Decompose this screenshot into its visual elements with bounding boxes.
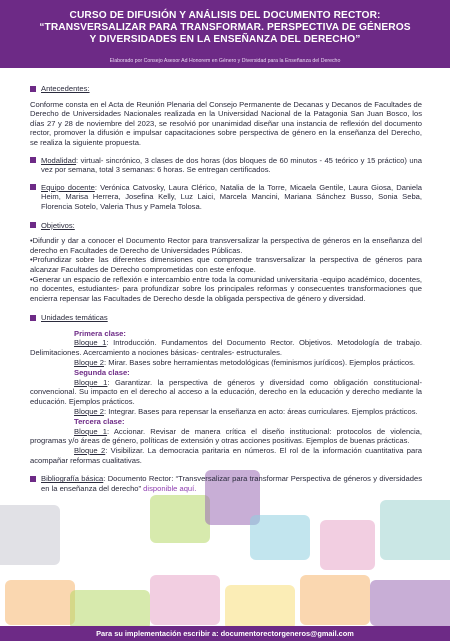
bloque-label: Bloque 2 xyxy=(74,446,106,455)
header-title-line-2: “TRANSVERSALIZAR PARA TRANSFORMAR. PERSPECTIVA DE GÉNEROS xyxy=(39,22,411,33)
puzzle-piece-decoration xyxy=(225,585,295,630)
puzzle-piece-decoration xyxy=(5,580,75,625)
bloque-label: Bloque 1 xyxy=(74,426,108,436)
section-objetivos xyxy=(30,221,422,231)
equipo-text: : Verónica Catvosky, Laura Clérico, Natalia de la Torre, Micaela Gentile, Laura Giosa, Daniela Heim, Marisa Herrera, Josefina Kelly, Luz Laici, Marcela Mancini, Mariana Sánchez Busso, Sonia Seba, Florencia Sotelo, Valeria Thus y Pamela Tolosa. xyxy=(41,182,422,211)
bloque-item xyxy=(30,338,422,357)
puzzle-piece-decoration xyxy=(380,500,450,560)
puzzle-piece-decoration xyxy=(0,505,60,565)
bloque-item xyxy=(30,427,422,446)
square-bullet-icon xyxy=(30,222,36,228)
bloque-label: Bloque 1 xyxy=(74,377,108,387)
bloque-item xyxy=(30,378,422,407)
puzzle-piece-decoration xyxy=(320,520,375,570)
section-heading: Bibliografía básica xyxy=(41,474,104,484)
header-title-line-3: Y DIVERSIDADES EN LA ENSEÑANZA DEL DERECHO” xyxy=(89,34,361,45)
bloque-label: Bloque 2 xyxy=(74,357,104,367)
square-bullet-icon xyxy=(30,476,36,482)
section-heading: Modalidad xyxy=(41,155,77,165)
bloque-item xyxy=(30,407,422,417)
section-antecedentes xyxy=(30,84,422,94)
section-equipo-docente xyxy=(30,183,422,212)
puzzle-piece-decoration xyxy=(370,580,450,626)
bloque-text: : Garantizar. la perspectiva de géneros y diversidad como obligación constitucional- convencional. Su impacto en el derecho al acceso a la educación, derecho en la educación y derecho mediante la educación. Ejemplos prácticos. xyxy=(30,377,422,407)
section-modalidad xyxy=(30,156,422,175)
bloque-item xyxy=(30,358,422,368)
bloque-text: : Accionar. Revisar de manera crítica el diseño institucional: protocolos de violencia, programas y/o áreas de género, políticas de extensión y otras acciones positivas. Ejemplos de buenas prácticas. xyxy=(30,426,422,446)
section-heading: Equipo docente xyxy=(41,182,95,192)
modalidad-text: : virtual- sincrónico, 3 clases de dos horas (dos bloques de 60 minutos - 45 teórico y 15 práctico) una vez por semana, total 3 semanas: 6 horas. Se entregan certificados. xyxy=(41,155,422,175)
section-bibliografia xyxy=(30,474,422,493)
square-bullet-icon xyxy=(30,315,36,321)
puzzle-piece-decoration xyxy=(250,515,310,560)
bloque-label: Bloque 2 xyxy=(74,406,104,416)
bloque-text: : Integrar. Bases para repensar la enseñanza en acto: áreas curriculares. Ejemplos prácticos. xyxy=(103,406,418,416)
section-heading: Antecedentes: xyxy=(41,84,90,93)
clase-title: Primera clase: xyxy=(74,328,126,338)
antecedentes-text: Conforme consta en el Acta de Reunión Plenaria del Consejo Permanente de Decanas y Decanos de Facultades de Derecho de Universidades Nacionales realizada en la Universidad Nacional de la Patagonia San Juan Bosco, los días 27 y 28 de noviembre del 2023, se resolvió por unanimidad diseñar una instancia de reflexión del documento rector, promover la difusión e impulsar capacitaciones sobre perspectiva de género en la enseñanza del Derecho, se realiza la siguiente propuesta. xyxy=(30,99,422,147)
puzzle-piece-decoration xyxy=(150,495,210,543)
section-heading: Objetivos: xyxy=(41,220,75,230)
square-bullet-icon xyxy=(30,184,36,190)
document-body xyxy=(30,79,422,493)
bloque-text: : Visibilizar. La democracia paritaria en números. El rol de la información cuantitativa para acompañar reformas cualitativas. xyxy=(30,446,422,465)
bloque-item xyxy=(30,446,422,465)
puzzle-piece-decoration xyxy=(150,575,220,625)
header-subtitle: Elaborado por Consejo Asesor Ad Honorem en Género y Diversidad para la Enseñanza del Derecho xyxy=(109,58,341,64)
bloque-label: Bloque 1 xyxy=(74,338,107,348)
bloque-text: : Introducción. Fundamentos del Documento Rector. Objetivos. Metodología de trabajo. Delimitaciones. Acercamiento a nociones básicas- centrales- estructurales. xyxy=(30,338,422,358)
bibliografia-text: : Documento Rector: “Transversalizar para transformar Perspectiva de géneros y diversidades en la enseñanza del derecho” xyxy=(41,474,422,493)
objetivo-item: •Generar un espacio de reflexión e intercambio entre toda la comunidad universitaria -equipo académico, docentes, no docentes, estudiantes- para profundizar sobre los principales reformas y consecuentes transformaciones que encierra repensar las Facultades de Derecho desde la obligada perspectiva de género y diversidad. xyxy=(30,274,422,303)
square-bullet-icon xyxy=(30,86,36,92)
objetivo-item: •Profundizar sobre las diferentes dimensiones que comprende transversalizar la perspectiva de géneros para alcanzar Facultades de Derecho comprometidas con este enfoque. xyxy=(30,255,422,274)
bloque-text: : Mirar. Bases sobre herramientas metodológicas (feminismos jurídicos). Ejemplos prácticos. xyxy=(103,357,416,367)
objetivo-item: •Difundir y dar a conocer el Documento Rector para transversalizar la perspectiva de géneros en la enseñanza del derecho en Facultades de Derecho de Universidades Públicas. xyxy=(30,236,422,255)
footer-contact-bar: Para su implementación escribir a: documentorectorgeneros@gmail.com xyxy=(0,626,450,641)
puzzle-piece-decoration xyxy=(300,575,370,625)
section-heading: Unidades temáticas xyxy=(41,313,108,323)
square-bullet-icon xyxy=(30,157,36,163)
clase-title: Segunda clase: xyxy=(74,368,130,378)
section-unidades-tematicas xyxy=(30,313,422,323)
clase-title: Tercera clase: xyxy=(74,417,125,427)
header-title-line-1: CURSO DE DIFUSIÓN Y ANÁLISIS DEL DOCUMENTO RECTOR: xyxy=(69,10,381,21)
puzzle-piece-decoration xyxy=(70,590,150,630)
bibliografia-link[interactable]: disponible aquí. xyxy=(141,483,197,493)
